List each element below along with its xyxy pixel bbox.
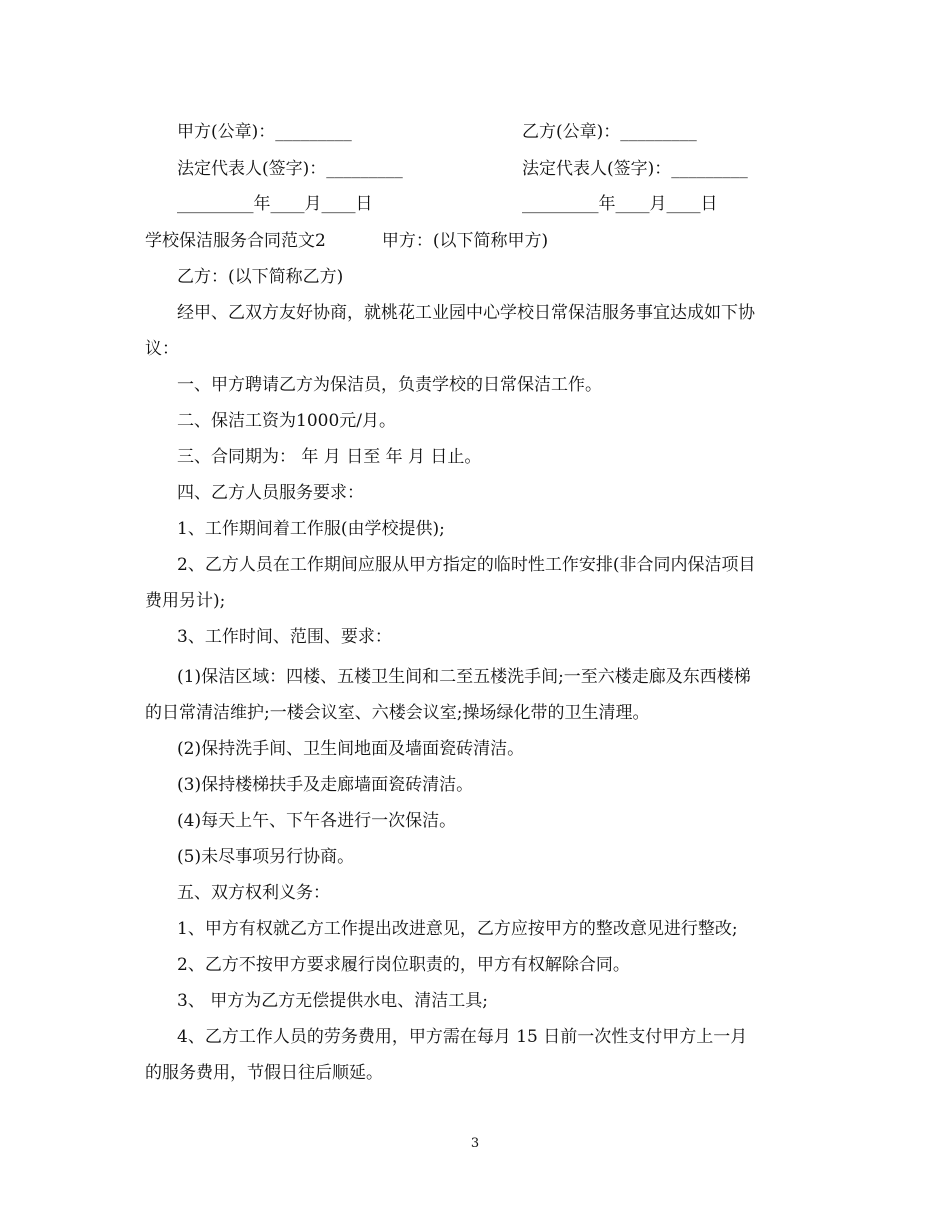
signature-row-date xyxy=(0,189,950,219)
party-a-representative: 法定代表人(签字)：_________ xyxy=(177,159,403,179)
paragraph: 1、工作期间着工作服(由学校提供); xyxy=(177,519,445,539)
section-heading-line xyxy=(145,226,815,256)
page-number: 3 xyxy=(470,1136,480,1151)
party-a-seal: 甲方(公章)：_________ xyxy=(177,122,352,142)
paragraph: 二、保洁工资为1000元/月。 xyxy=(177,411,396,431)
signature-row-seal xyxy=(0,117,950,147)
paragraph: 3、 甲方为乙方无偿提供水电、清洁工具; xyxy=(177,991,488,1011)
paragraph: 议： xyxy=(145,339,179,359)
paragraph: 1、甲方有权就乙方工作提出改进意见，乙方应按甲方的整改意见进行整改; xyxy=(177,919,738,939)
paragraph: 一、甲方聘请乙方为保洁员，负责学校的日常保洁工作。 xyxy=(177,375,602,395)
paragraph: 的日常清洁维护;一楼会议室、六楼会议室;操场绿化带的卫生清理。 xyxy=(145,703,650,723)
party-a-date: _________年____月____日 xyxy=(177,194,373,214)
paragraph: 3、工作时间、范围、要求： xyxy=(177,627,392,647)
paragraph: 费用另计); xyxy=(145,591,226,611)
party-b-intro: 乙方：(以下简称乙方) xyxy=(177,267,344,287)
paragraph: (4)每天上午、下午各进行一次保洁。 xyxy=(177,811,457,831)
paragraph: 经甲、乙双方友好协商，就桃花工业园中心学校日常保洁服务事宜达成如下协 xyxy=(177,303,755,323)
paragraph: 2、乙方不按甲方要求履行岗位职责的，甲方有权解除合同。 xyxy=(177,955,630,975)
section-title: 学校保洁服务合同范文2 xyxy=(145,231,326,251)
party-b-representative: 法定代表人(签字)：_________ xyxy=(522,159,748,179)
paragraph: 三、合同期为： 年 月 日至 年 月 日止。 xyxy=(177,447,482,467)
paragraph: (1)保洁区域：四楼、五楼卫生间和二至五楼洗手间;一至六楼走廊及东西楼梯 xyxy=(177,667,751,687)
paragraph: 五、双方权利义务： xyxy=(177,883,330,903)
paragraph: 的服务费用，节假日往后顺延。 xyxy=(145,1063,383,1083)
paragraph: (2)保持洗手间、卫生间地面及墙面瓷砖清洁。 xyxy=(177,739,525,759)
signature-row-representative xyxy=(0,154,950,184)
paragraph: 4、乙方工作人员的劳务费用，甲方需在每月 15 日前一次性支付甲方上一月 xyxy=(177,1027,748,1047)
paragraph: (5)未尽事项另行协商。 xyxy=(177,847,355,867)
party-b-date: _________年____月____日 xyxy=(522,194,718,214)
party-a-intro: 甲方：(以下简称甲方) xyxy=(381,231,549,251)
paragraph: (3)保持楼梯扶手及走廊墙面瓷砖清洁。 xyxy=(177,775,474,795)
paragraph: 2、乙方人员在工作期间应服从甲方指定的临时性工作安排(非合同内保洁项目 xyxy=(177,555,756,575)
paragraph: 四、乙方人员服务要求： xyxy=(177,483,364,503)
party-b-seal: 乙方(公章)：_________ xyxy=(522,122,697,142)
